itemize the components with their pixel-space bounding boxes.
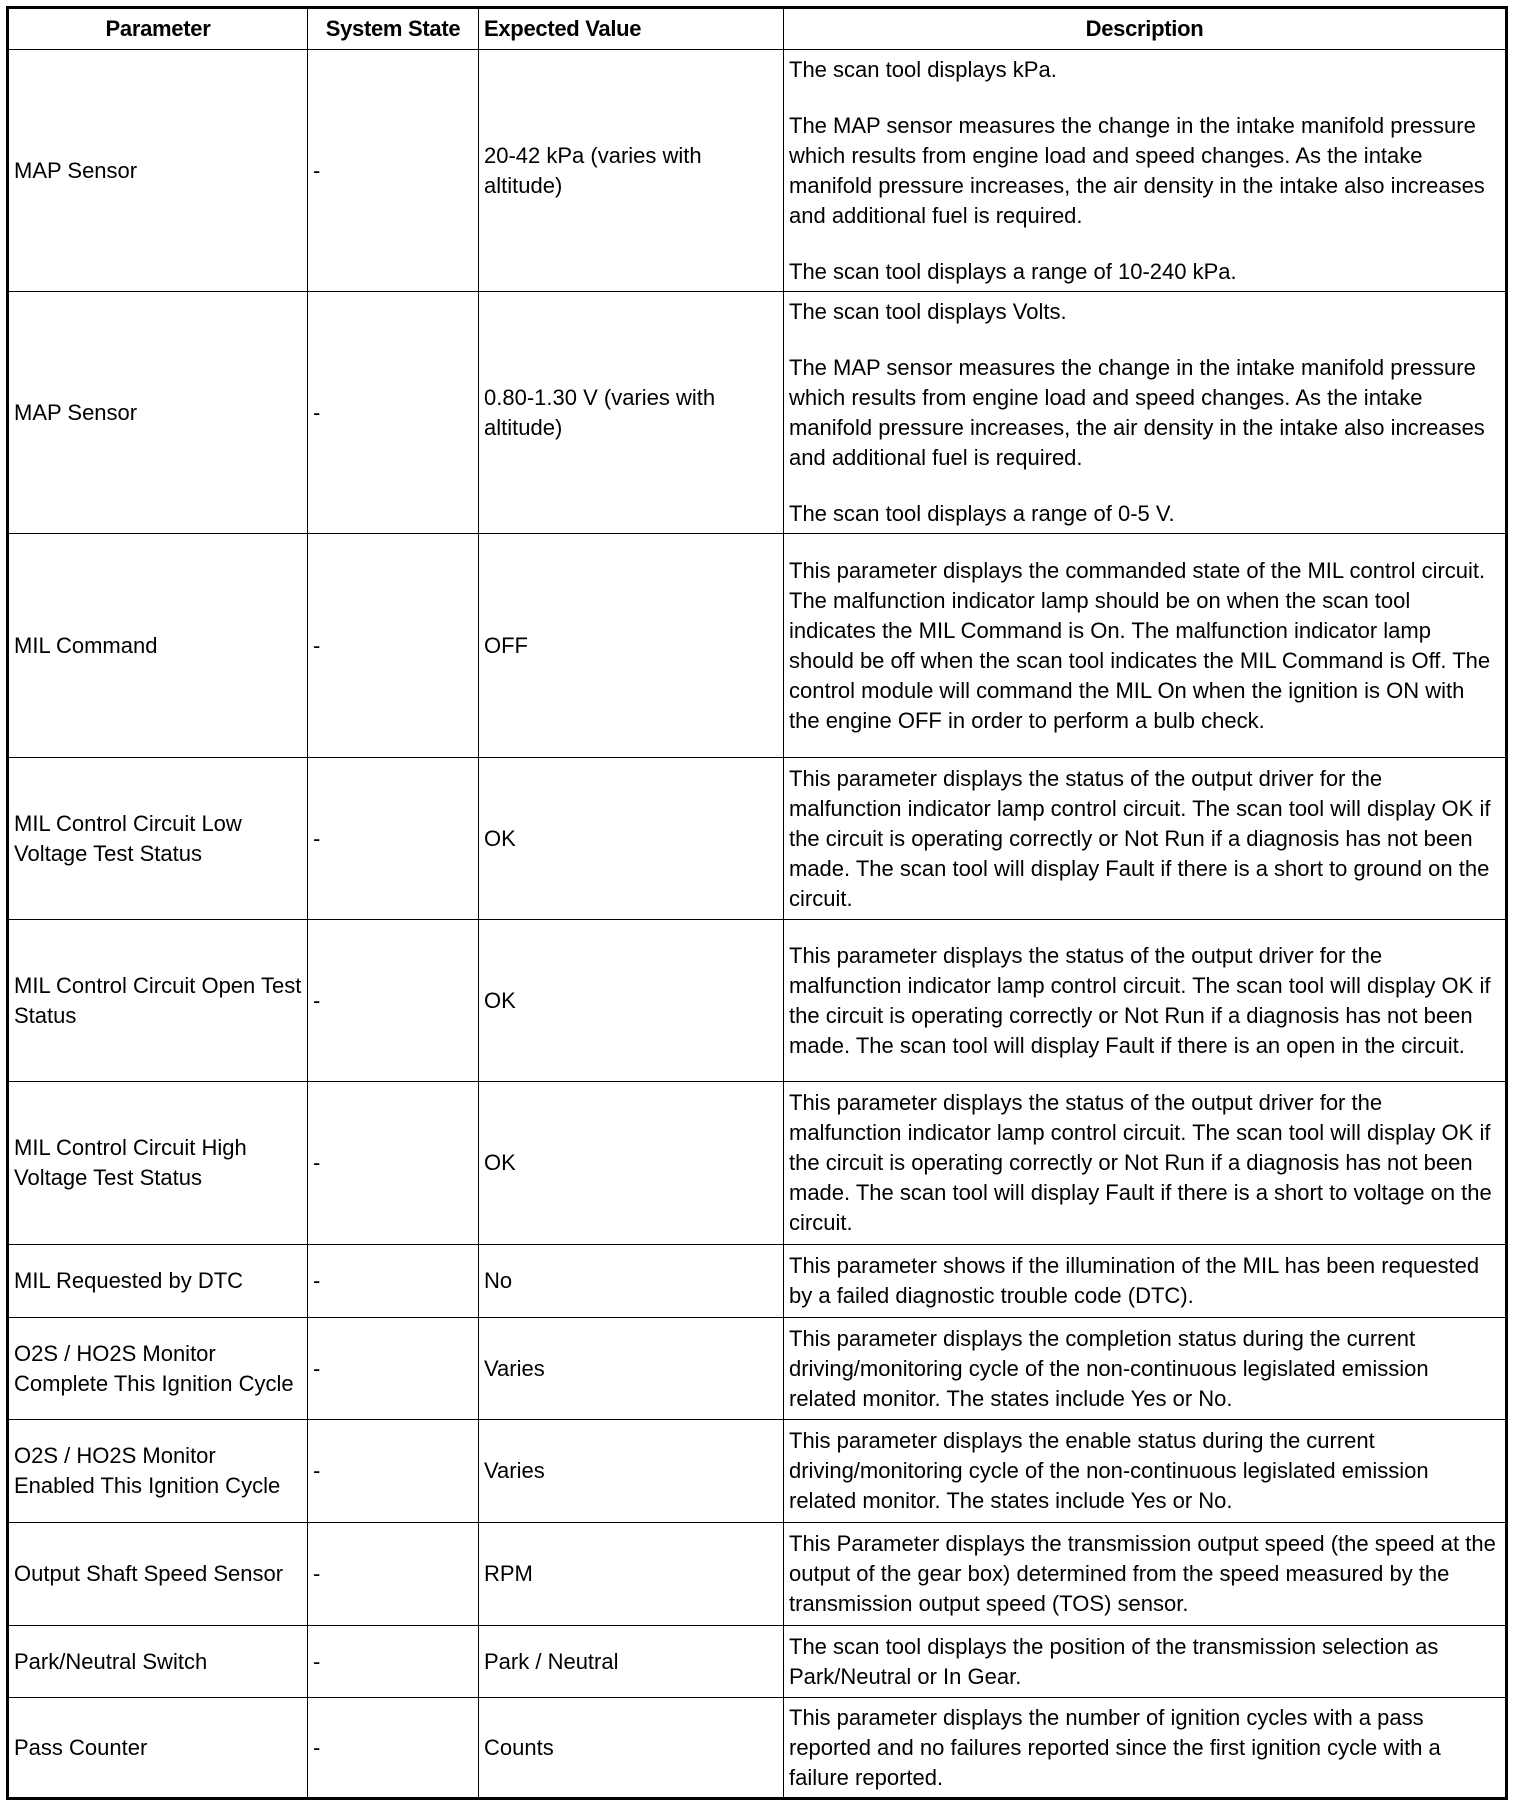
parameter-cell: O2S / HO2S Monitor Enabled This Ignition Cycle — [8, 1420, 308, 1523]
system-state-cell: - — [308, 1523, 479, 1626]
parameter-cell: MAP Sensor — [8, 50, 308, 292]
table-row — [8, 50, 1507, 292]
description-paragraph: The scan tool displays a range of 0-5 V. — [789, 500, 1175, 526]
description-cell — [784, 292, 1507, 534]
description-cell — [784, 758, 1507, 920]
description-paragraph: This parameter displays the enable status during the current driving/monitoring cycle of the non-continuous legislated emission related monitor. The states include Yes or No. — [789, 1428, 1429, 1513]
parameter-cell: MIL Control Circuit High Voltage Test Status — [8, 1082, 308, 1245]
description-cell — [784, 1245, 1507, 1318]
description-paragraph: This parameter displays the completion status during the current driving/monitoring cycle of the non-continuous legislated emission related monitor. The states include Yes or No. — [789, 1325, 1429, 1411]
system-state-cell: - — [308, 1698, 479, 1799]
parameter-cell: MAP Sensor — [8, 292, 308, 534]
table-row — [8, 292, 1507, 534]
description-paragraph: This parameter displays the commanded state of the MIL control circuit. The malfunction indicator lamp should be on when the scan tool indicates the MIL Command is On. The malfunction indicator lamp should be off when the scan tool indicates the MIL Command is Off. The control module will command the MIL On when the ignition is ON with the engine OFF in order to perform a bulb check. — [789, 557, 1491, 733]
description-paragraph: The scan tool displays kPa. — [789, 56, 1057, 82]
expected-value-cell: 20-42 kPa (varies with altitude) — [479, 50, 784, 292]
table-row — [8, 758, 1507, 920]
system-state-cell: - — [308, 758, 479, 920]
description-cell — [784, 920, 1507, 1082]
parameter-cell: Pass Counter — [8, 1698, 308, 1799]
table-row — [8, 1698, 1507, 1799]
expected-value-cell: OFF — [479, 534, 784, 758]
system-state-cell: - — [308, 1245, 479, 1318]
description-paragraph: The scan tool displays a range of 10-240 kPa. — [789, 258, 1237, 284]
expected-value-cell: Counts — [479, 1698, 784, 1799]
table-row — [8, 534, 1507, 758]
expected-value-cell: Varies — [479, 1420, 784, 1523]
parameter-cell: MIL Control Circuit Open Test Status — [8, 920, 308, 1082]
header-description: Description — [784, 8, 1507, 50]
header-expected-value: Expected Value — [479, 8, 784, 50]
description-paragraph: This parameter displays the status of the output driver for the malfunction indicator lamp control circuit. The scan tool will display OK if the circuit is operating correctly or Not Run if a diagnosis has not been made. The scan tool will display Fault if there is a short to ground on the circuit. — [789, 765, 1491, 911]
expected-value-cell: Varies — [479, 1318, 784, 1420]
table-row — [8, 1626, 1507, 1698]
description-paragraph: The scan tool displays the position of the transmission selection as Park/Neutral or In Gear. — [789, 1633, 1439, 1689]
description-paragraph: The scan tool displays Volts. — [789, 298, 1067, 324]
table-row — [8, 1523, 1507, 1626]
description-cell — [784, 1698, 1507, 1799]
description-paragraph: This parameter displays the status of the output driver for the malfunction indicator lamp control circuit. The scan tool will display OK if the circuit is operating correctly or Not Run if a diagnosis has not been made. The scan tool will display Fault if there is a short to voltage on the circuit. — [789, 1090, 1492, 1235]
description-paragraph: This Parameter displays the transmission output speed (the speed at the output of the gear box) determined from the speed measured by the transmission output speed (TOS) sensor. — [789, 1531, 1496, 1616]
parameter-cell: Output Shaft Speed Sensor — [8, 1523, 308, 1626]
table-row — [8, 1245, 1507, 1318]
header-parameter: Parameter — [8, 8, 308, 50]
header-system-state: System State — [308, 8, 479, 50]
parameter-table — [6, 6, 1508, 1800]
parameter-cell: MIL Command — [8, 534, 308, 758]
system-state-cell: - — [308, 292, 479, 534]
expected-value-cell: RPM — [479, 1523, 784, 1626]
description-cell — [784, 1082, 1507, 1245]
parameter-cell: MIL Control Circuit Low Voltage Test Status — [8, 758, 308, 920]
expected-value-cell: Park / Neutral — [479, 1626, 784, 1698]
description-cell — [784, 1626, 1507, 1698]
table-row — [8, 920, 1507, 1082]
system-state-cell: - — [308, 1420, 479, 1523]
table-row — [8, 1420, 1507, 1523]
description-paragraph: This parameter displays the number of ignition cycles with a pass reported and no failures reported since the first ignition cycle with a failure reported. — [789, 1704, 1441, 1790]
system-state-cell: - — [308, 920, 479, 1082]
system-state-cell: - — [308, 1082, 479, 1245]
description-cell — [784, 1420, 1507, 1523]
expected-value-cell: No — [479, 1245, 784, 1318]
system-state-cell: - — [308, 1318, 479, 1420]
description-cell — [784, 1523, 1507, 1626]
system-state-cell: - — [308, 534, 479, 758]
system-state-cell: - — [308, 50, 479, 292]
description-paragraph: The MAP sensor measures the change in the intake manifold pressure which results from engine load and speed changes. As the intake manifold pressure increases, the air density in the intake also increases and additional fuel is required. — [789, 354, 1485, 470]
description-paragraph: This parameter shows if the illumination of the MIL has been requested by a failed diagnostic trouble code (DTC). — [789, 1253, 1480, 1308]
description-cell — [784, 50, 1507, 292]
system-state-cell: - — [308, 1626, 479, 1698]
description-cell — [784, 1318, 1507, 1420]
expected-value-cell: 0.80-1.30 V (varies with altitude) — [479, 292, 784, 534]
parameter-cell: MIL Requested by DTC — [8, 1245, 308, 1318]
parameter-cell: O2S / HO2S Monitor Complete This Ignition Cycle — [8, 1318, 308, 1420]
description-paragraph: The MAP sensor measures the change in the intake manifold pressure which results from engine load and speed changes. As the intake manifold pressure increases, the air density in the intake also increases and additional fuel is required. — [789, 112, 1485, 228]
expected-value-cell: OK — [479, 758, 784, 920]
description-cell — [784, 534, 1507, 758]
description-paragraph: This parameter displays the status of the output driver for the malfunction indicator lamp control circuit. The scan tool will display OK if the circuit is operating correctly or Not Run if a diagnosis has not been made. The scan tool will display Fault if there is an open in the circuit. — [789, 942, 1491, 1058]
table-row — [8, 1318, 1507, 1420]
table-row — [8, 1082, 1507, 1245]
parameter-cell: Park/Neutral Switch — [8, 1626, 308, 1698]
expected-value-cell: OK — [479, 1082, 784, 1245]
header-row — [8, 8, 1507, 50]
expected-value-cell: OK — [479, 920, 784, 1082]
